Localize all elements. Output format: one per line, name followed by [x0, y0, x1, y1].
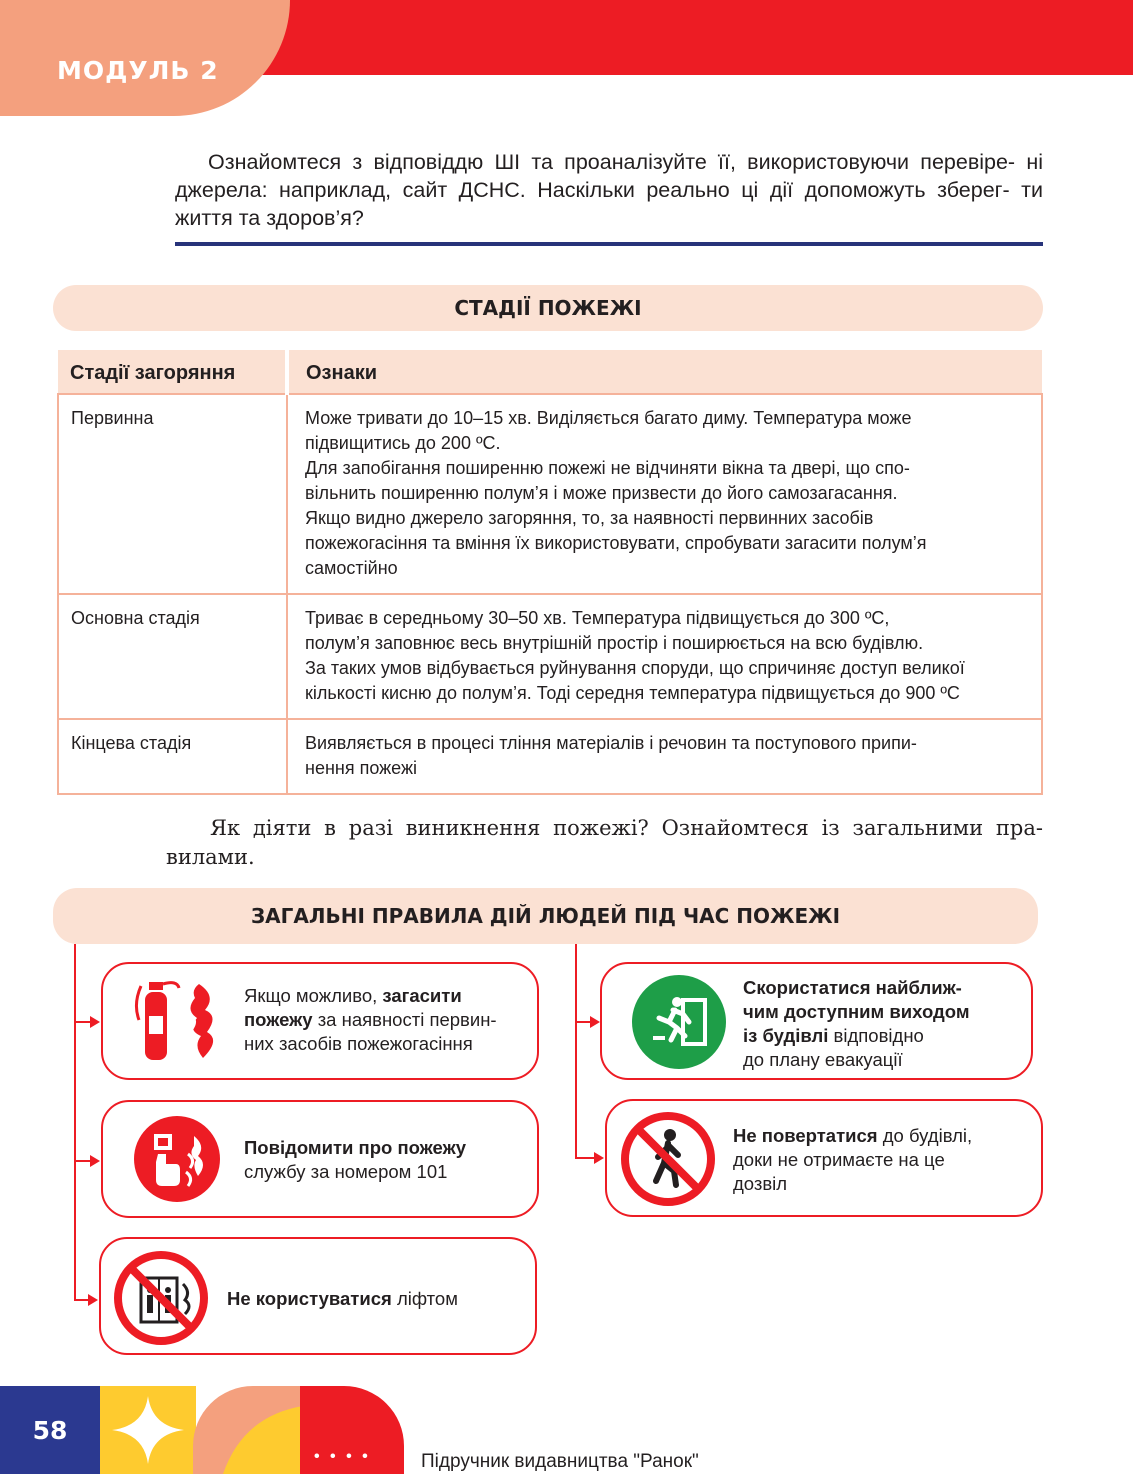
- arrow-icon: [90, 1016, 100, 1028]
- stages-title: СТАДІЇ ПОЖЕЖІ: [53, 285, 1043, 331]
- signs-line: пожежогасіння та вміння їх використовувати, спробувати загасити полум’я: [305, 533, 927, 553]
- signs-cell: [287, 394, 1042, 594]
- text-bold: Не повертатися: [733, 1125, 878, 1146]
- text-plain: дозвіл: [733, 1173, 788, 1194]
- table-row: [58, 719, 1042, 794]
- intro-line: ні джерела: наприклад, сайт ДСНС. Наскільки реально ці дії допоможуть зберег-: [175, 150, 1043, 202]
- signs-line: Триває в середньому 30–50 хв. Температура підвищується до 300 ºС,: [305, 608, 890, 628]
- stage-cell: Кінцева стадія: [58, 719, 287, 794]
- text-bold: Скористатися найближ-: [743, 977, 962, 998]
- text-plain: службу за номером 101: [244, 1161, 448, 1182]
- page-number: 58: [32, 1415, 68, 1445]
- arrow-icon: [594, 1152, 604, 1164]
- rule-card-lift: [99, 1237, 537, 1355]
- signs-line: Може тривати до 10–15 хв. Виділяється багато диму. Температура може: [305, 408, 912, 428]
- rule-card-report: [101, 1100, 539, 1218]
- signs-line: кількості кисню до полум’я. Тоді середня температура підвищується до 900 ºС: [305, 683, 960, 703]
- signs-cell: [287, 719, 1042, 794]
- arrow-icon: [90, 1155, 100, 1167]
- text-plain: відповідно: [828, 1025, 924, 1046]
- signs-line: підвищитись до 200 ºС.: [305, 433, 501, 453]
- table-row: [58, 594, 1042, 719]
- text-plain: Якщо можливо,: [244, 985, 383, 1006]
- intro-paragraph: [175, 148, 1043, 232]
- rule-card-exit: [600, 962, 1033, 1080]
- rules-title: ЗАГАЛЬНІ ПРАВИЛА ДІЙ ЛЮДЕЙ ПІД ЧАС ПОЖЕЖІ: [53, 888, 1038, 944]
- question-line: Як діяти в разі виникнення пожежі? Ознайомтеся із загальними пра-: [210, 816, 1043, 840]
- text-plain: за наявності первин-: [312, 1009, 497, 1030]
- text-bold: Не користуватися: [227, 1288, 392, 1309]
- emergency-exit-icon: [631, 974, 727, 1075]
- column-header-signs: Ознаки: [287, 350, 1042, 394]
- signs-line: полум’я заповнює весь внутрішній простір і поширюється на всю будівлю.: [305, 633, 924, 653]
- rule-text-lift: [227, 1287, 458, 1311]
- footer-orange-block: [193, 1386, 303, 1474]
- footer-yellow-block: [100, 1386, 196, 1474]
- text-bold: із будівлі: [743, 1025, 829, 1046]
- intro-line: Ознайомтеся з відповіддю ШІ та проаналізуйте її, використовуючи перевіре-: [208, 150, 1016, 174]
- module-label: МОДУЛЬ 2: [57, 56, 219, 85]
- question-paragraph: [166, 814, 1043, 872]
- signs-line: самостійно: [305, 558, 398, 578]
- fire-extinguisher-icon: [129, 974, 224, 1074]
- rule-text-report: [244, 1136, 466, 1184]
- table-header-row: [58, 350, 1042, 394]
- rule-card-extinguish: [101, 962, 539, 1080]
- arrow-icon: [590, 1016, 600, 1028]
- arrow-icon: [88, 1294, 98, 1306]
- rule-text-exit: [743, 976, 970, 1072]
- footer-dots: • • • •: [314, 1448, 371, 1465]
- text-bold: загасити: [382, 985, 462, 1006]
- signs-line: вільнить поширенню полум’я і може призвести до його самозагасання.: [305, 483, 898, 503]
- rule-card-return: [605, 1099, 1043, 1217]
- intro-line: ти життя та здоров’я?: [175, 178, 1043, 230]
- text-plain: доки не отримаєте на це: [733, 1149, 945, 1170]
- signs-line: За таких умов відбувається руйнування споруди, що спричиняє доступ великої: [305, 658, 965, 678]
- signs-cell: [287, 594, 1042, 719]
- flow-branch: [575, 1157, 596, 1159]
- stages-table: [57, 350, 1043, 795]
- flow-line-left: [74, 944, 76, 1300]
- intro-divider: [175, 242, 1043, 246]
- leaf-decoration-icon: [193, 1386, 303, 1474]
- text-plain: до плану евакуації: [743, 1049, 903, 1070]
- signs-line: Виявляється в процесі тління матеріалів і речовин та поступового припи-: [305, 733, 917, 753]
- rule-text-return: [733, 1124, 972, 1196]
- sparkle-icon: [100, 1386, 196, 1474]
- stage-cell: Первинна: [58, 394, 287, 594]
- header-red-band: [200, 0, 1133, 75]
- text-bold: чим доступним виходом: [743, 1001, 970, 1022]
- text-plain: до будівлі,: [877, 1125, 973, 1146]
- text-plain: ліфтом: [391, 1288, 458, 1309]
- stage-cell: Основна стадія: [58, 594, 287, 719]
- signs-line: Якщо видно джерело загоряння, то, за наявності первинних засобів: [305, 508, 874, 528]
- footer-red-block: [300, 1386, 404, 1474]
- text-bold: Повідомити про пожежу: [244, 1137, 467, 1158]
- rule-text-extinguish: [244, 984, 497, 1056]
- signs-line: нення пожежі: [305, 758, 418, 778]
- text-plain: них засобів пожежогасіння: [244, 1033, 473, 1054]
- question-line: вилами.: [166, 845, 255, 869]
- flow-line-right: [575, 944, 577, 1158]
- column-header-stage: Стадії загоряння: [58, 350, 287, 394]
- fire-alarm-icon: [132, 1114, 222, 1209]
- no-elevator-icon: [113, 1250, 209, 1351]
- publisher-text: Підручник видавництва "Ранок": [421, 1451, 699, 1472]
- no-entry-person-icon: [620, 1111, 716, 1212]
- text-bold: пожежу: [244, 1009, 313, 1030]
- table-row: [58, 394, 1042, 594]
- signs-line: Для запобігання поширенню пожежі не відчиняти вікна та двері, що спо-: [305, 458, 910, 478]
